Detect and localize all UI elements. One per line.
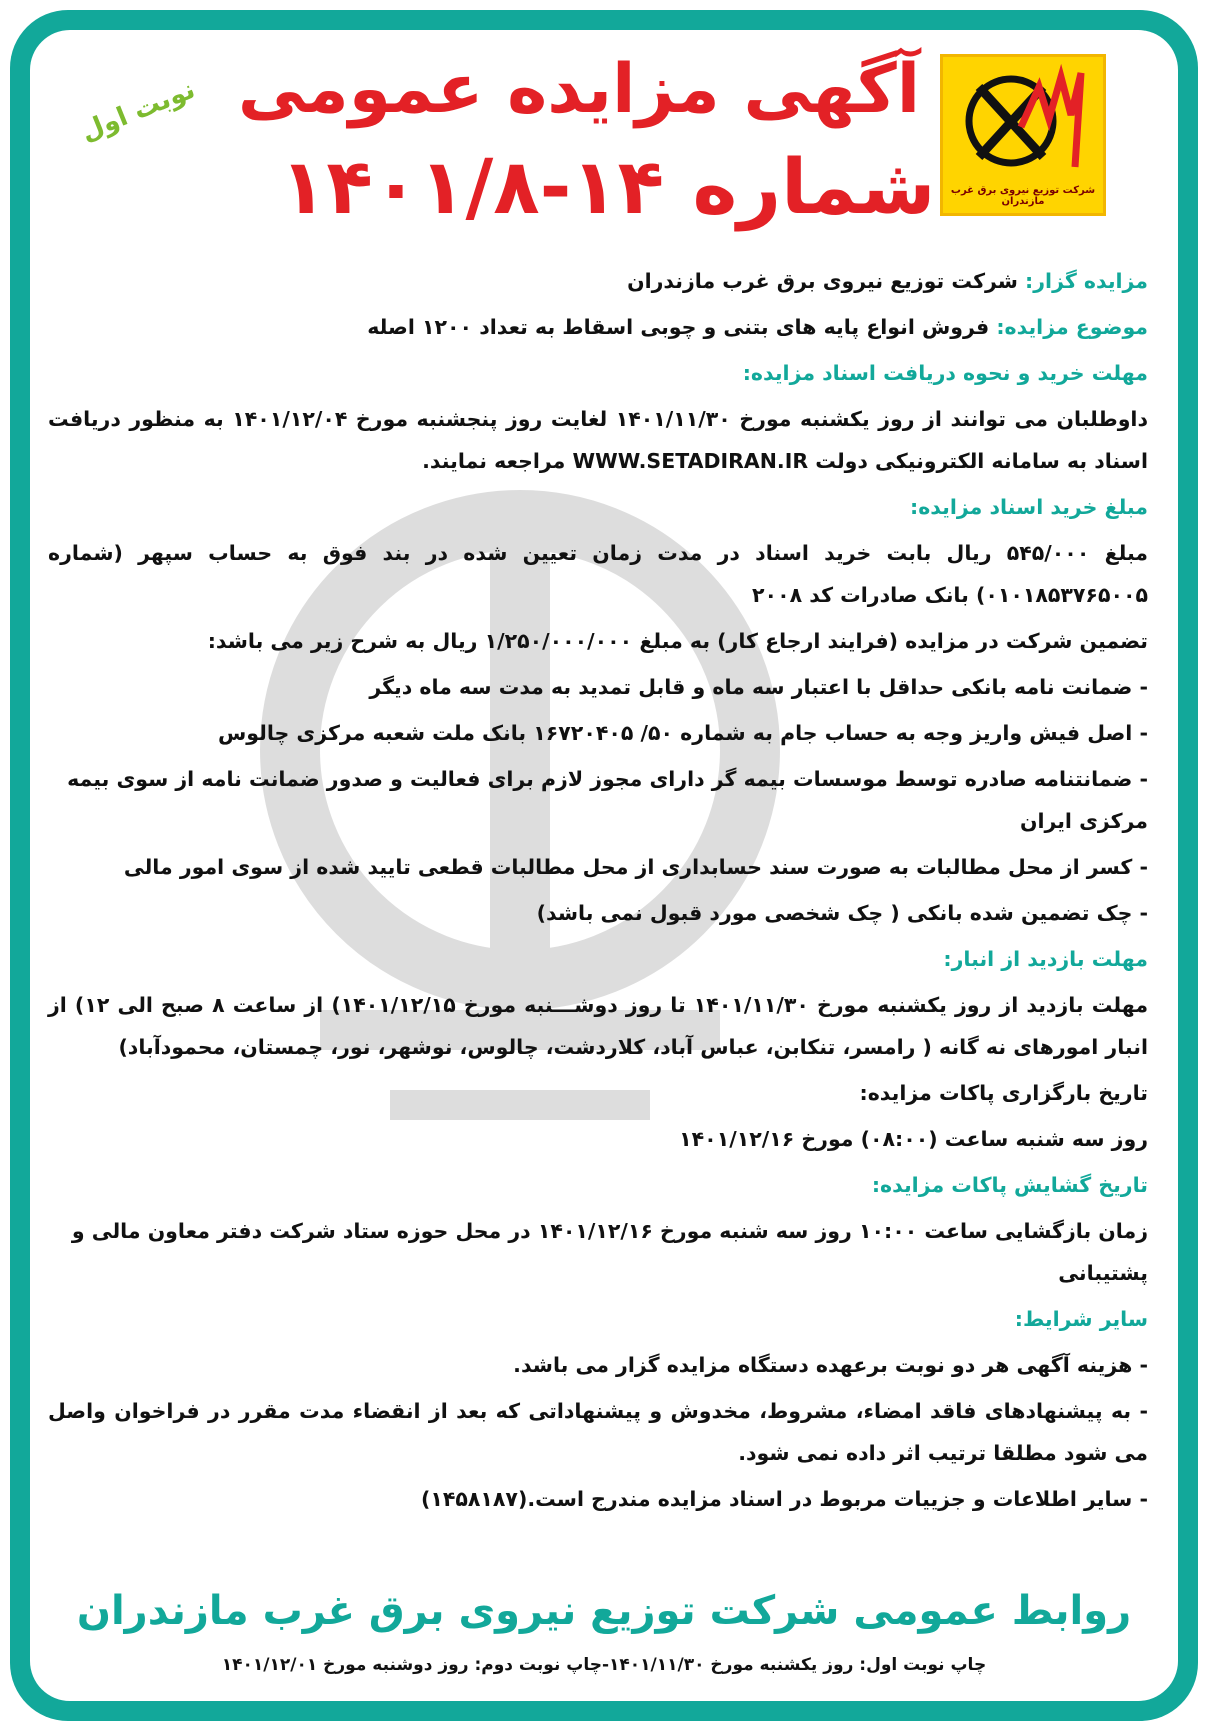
public-relations-title: روابط عمومی شرکت توزیع نیروی برق غرب مازندران (76, 1588, 1132, 1634)
auctioneer-line (48, 260, 1148, 302)
upload-text: روز سه شنبه ساعت (۰۸:۰۰) مورخ ۱۴۰۱/۱۲/۱۶ (679, 1127, 1148, 1151)
page-title: آگهی مزایده عمومی (237, 50, 920, 129)
print-dates-note: چاپ نوبت اول: روز یکشنبه مورخ ۱۴۰۱/۱۱/۳۰-چاپ نوبت دوم: روز دوشنبه مورخ ۱۴۰۱/۱۲/۰۱ (221, 1655, 987, 1675)
price-text: مبلغ ۵۴۵/۰۰۰ ریال بابت خرید اسناد در مدت زمان تعیین شده در بند فوق به حساب سپهر (شماره ۰۱۰۱۸۵۳۷۶۵۰۰۵) بانک صادرات کد ۲۰۰۸ (48, 541, 1149, 607)
guarantee-item: - ضمانتنامه صادره توسط موسسات بیمه گر دارای مجوز لازم برای فعالیت و صدور ضمانت نامه از سوی بیمه مرکزی ایران (48, 758, 1148, 842)
visit-text: مهلت بازدید از روز یکشنبه مورخ ۱۴۰۱/۱۱/۳۰ تا روز دوشـــنبه مورخ ۱۴۰۱/۱۲/۱۵) از ساعت ۸ صبح الی ۱۲) از انبار امورهای نه گانه ( رامسر، تنکابن، عباس آباد، کلاردشت، چالوس، نوشهر، نور، چمستان، محمودآباد) (48, 993, 1149, 1059)
documents-heading: مهلت خرید و نحوه دریافت اسناد مزایده: (742, 361, 1148, 385)
subject-value: فروش انواع پایه های بتنی و چوبی اسقاط به تعداد ۱۲۰۰ اصله (367, 315, 990, 339)
guarantee-item: - کسر از محل مطالبات به صورت سند حسابداری از محل مطالبات قطعی تایید شده از سوی امور مالی (48, 846, 1148, 888)
advertisement-body (48, 260, 1148, 1524)
guarantee-intro: تضمین شرکت در مزایده (فرایند ارجاع کار) به مبلغ ۱/۲۵۰/۰۰۰/۰۰۰ ریال به شرح زیر می باشد: (207, 629, 1148, 653)
subject-label: موضوع مزایده: (996, 315, 1148, 339)
auction-number-value: ۱۴۰۱/۸-۱۴ (280, 142, 665, 231)
price-heading: مبلغ خرید اسناد مزایده: (910, 495, 1148, 519)
auction-number (280, 142, 936, 231)
logo-caption: شرکت توزیع نیروی برق غرب مازندران (950, 185, 1096, 207)
company-logo (940, 54, 1106, 216)
other-condition-item: - به پیشنهادهای فاقد امضاء، مشروط، مخدوش و پیشنهاداتی که بعد از انقضاء مدت مقرر در فراخوان واصل می شود مطلقا ترتیب اثر داده نمی شود. (48, 1390, 1148, 1474)
other-condition-item: - هزینه آگهی هر دو نوبت برعهده دستگاه مزایده گزار می باشد. (48, 1344, 1148, 1386)
opening-text: زمان بازگشایی ساعت ۱۰:۰۰ روز سه شنبه مورخ ۱۴۰۱/۱۲/۱۶ در محل حوزه ستاد شرکت دفتر معاون مالی و پشتیبانی (71, 1219, 1148, 1285)
auction-number-label: شماره (692, 142, 936, 231)
advertisement-sheet (30, 30, 1178, 1701)
documents-text: داوطلبان می توانند از روز یکشنبه مورخ ۱۴۰۱/۱۱/۳۰ لغایت روز پنجشنبه مورخ ۱۴۰۱/۱۲/۰۴ به منظور دریافت اسناد به سامانه الکترونیکی دولت WWW.SETADIRAN.IR مراجعه نمایند. (48, 407, 1148, 473)
upload-heading: تاریخ بارگزاری پاکات مزایده: (859, 1081, 1148, 1105)
other-condition-item: - سایر اطلاعات و جزییات مربوط در اسناد مزایده مندرج است.(۱۴۵۸۱۸۷) (48, 1478, 1148, 1520)
guarantee-item: - اصل فیش واریز وجه به حساب جام به شماره ۵۰/ ۱۶۷۲۰۴۰۵ بانک ملت شعبه مرکزی چالوس (48, 712, 1148, 754)
auctioneer-value: شرکت توزیع نیروی برق غرب مازندران (627, 269, 1018, 293)
subject-line (48, 306, 1148, 348)
auctioneer-label: مزایده گزار: (1025, 269, 1148, 293)
lightning-logo-icon (943, 57, 1103, 187)
other-conditions-heading: سایر شرایط: (1014, 1307, 1148, 1331)
opening-heading: تاریخ گشایش پاکات مزایده: (871, 1173, 1148, 1197)
round-badge: نوبت اول (76, 74, 200, 148)
guarantee-item: - ضمانت نامه بانکی حداقل با اعتبار سه ماه و قابل تمدید به مدت سه ماه دیگر (48, 666, 1148, 708)
visit-heading: مهلت بازدید از انبار: (943, 947, 1148, 971)
guarantee-item: - چک تضمین شده بانکی ( چک شخصی مورد قبول نمی باشد) (48, 892, 1148, 934)
